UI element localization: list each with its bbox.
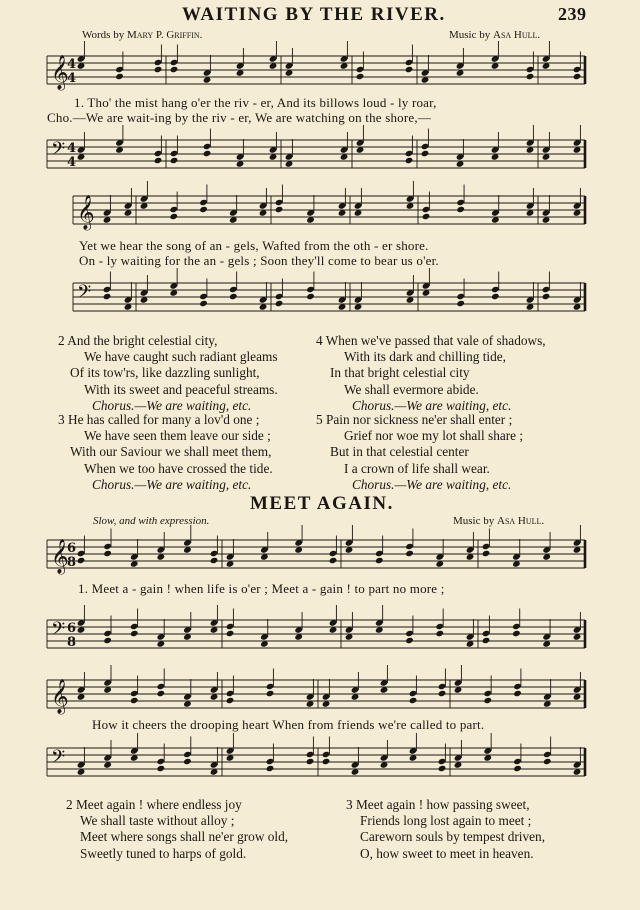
treble-clef-icon: 𝄞 (51, 539, 69, 574)
svg-text:4: 4 (67, 57, 77, 72)
chorus-cue: Chorus.—We are waiting, etc. (92, 476, 252, 492)
note-head (482, 637, 491, 644)
bass-clef-icon: 𝄢 (51, 619, 66, 644)
verse-line: Sweetly tuned to harps of gold. (80, 845, 247, 861)
note-head (169, 213, 178, 220)
note-head (542, 293, 551, 300)
music-credit-prefix: Music by (453, 515, 495, 527)
verse-line: 3 He has called for many a lov'd one ; (58, 412, 260, 427)
verse-line: 5 Pain nor sickness ne'er shall enter ; (316, 412, 513, 427)
page-number: 239 (558, 4, 587, 24)
note-head (199, 300, 208, 307)
note-head (421, 150, 430, 157)
note-head (438, 690, 447, 697)
tempo-marking: Slow, and with expression. (93, 515, 210, 527)
note-head (103, 550, 112, 557)
note-head (226, 630, 235, 637)
verse-line: Careworn souls by tempest driven, (360, 829, 546, 845)
note-head (183, 758, 192, 765)
verse-line: We have seen them leave our side ; (84, 428, 271, 444)
verse-line: 2 Meet again ! where endless joy (66, 797, 242, 812)
treble-clef-icon: 𝄞 (51, 55, 69, 90)
svg-text:6: 6 (67, 541, 77, 556)
note-head (482, 550, 491, 557)
note-head (438, 765, 447, 772)
note-head (322, 758, 331, 765)
lyric-line-1-verse: 1. Tho' the mist hang o'er the riv - er, And its billows loud - ly roar, (74, 95, 437, 110)
note-head (103, 293, 112, 300)
note-head (435, 630, 444, 637)
chorus-cue: Chorus.—We are waiting, etc. (352, 397, 512, 413)
note-head (130, 630, 139, 637)
song-title: WAITING BY THE RIVER. (182, 4, 446, 25)
verse-line: In that bright celestial city (330, 365, 470, 381)
verse-line: With its sweet and peaceful streams. (84, 381, 278, 397)
note-head (275, 206, 284, 213)
verse-line: Meet where songs shall ne'er grow old, (80, 829, 289, 845)
note-head (405, 637, 414, 644)
verse-line: We shall evermore abide. (344, 381, 479, 397)
bass-clef-icon: 𝄢 (51, 139, 66, 164)
svg-text:4: 4 (67, 155, 77, 170)
note-head (157, 765, 166, 772)
note-head (422, 213, 431, 220)
chorus-cue: Chorus.—We are waiting, etc. (352, 476, 512, 492)
svg-text:4: 4 (67, 141, 77, 156)
note-head (405, 66, 414, 73)
note-head (203, 150, 212, 157)
note-head (130, 697, 139, 704)
music-credit-prefix: Music by (449, 29, 491, 41)
verse-line: 2 And the bright celestial city, (58, 333, 218, 348)
note-head (329, 557, 338, 564)
note-head (513, 765, 522, 772)
note-head (275, 300, 284, 307)
verse-line: O, how sweet to meet in heaven. (360, 845, 534, 861)
note-head (526, 73, 535, 80)
svg-text:6: 6 (67, 621, 77, 636)
verse-4 (316, 333, 546, 414)
song-title-2: MEET AGAIN. (250, 493, 394, 514)
note-head (356, 73, 365, 80)
svg-text:8: 8 (67, 555, 77, 570)
note-head (154, 157, 163, 164)
note-head (306, 758, 315, 765)
verse-line: With our Saviour we shall meet them, (70, 444, 272, 460)
lyric-line-2-chorus: On - ly waiting for the an - gels ; Soon they'll come to bear us o'er. (79, 253, 439, 268)
svg-text:4: 4 (67, 71, 77, 86)
verse-line: Grief nor woe my lot shall share ; (344, 428, 524, 444)
verse-line: Friends long lost again to meet ; (360, 813, 532, 829)
treble-clef-icon: 𝄞 (51, 679, 69, 714)
note-head (170, 66, 179, 73)
note-head (306, 293, 315, 300)
lyric-line-2-verse: Yet we hear the song of an - gels, Wafted from the oth - er shore. (79, 238, 429, 253)
note-head (103, 637, 112, 644)
note-head (229, 293, 238, 300)
words-author: Mary P. Griffin. (126, 29, 203, 41)
note-head (409, 697, 418, 704)
verse-5 (316, 412, 523, 493)
note-head (456, 300, 465, 307)
note-head (405, 550, 414, 557)
verse-line: 4 When we've passed that vale of shadows, (316, 333, 546, 348)
verse-line: Of its tow'rs, like dazzling sunlight, (70, 365, 260, 381)
verse-line: With its dark and chilling tide, (344, 349, 506, 365)
svg-text:8: 8 (67, 635, 77, 650)
note-head (405, 157, 414, 164)
verse-line: But in that celestial center (330, 444, 469, 460)
note-head (543, 758, 552, 765)
note-head (266, 690, 275, 697)
note-head (456, 206, 465, 213)
lyric-line-meet-1: 1. Meet a - gain ! when life is o'er ; Meet a - gain ! to part no more ; (78, 581, 445, 596)
verse-line: When we too have crossed the tide. (84, 460, 273, 476)
note-head (512, 630, 521, 637)
note-head (77, 557, 86, 564)
verse-3 (58, 412, 273, 493)
note-head (170, 157, 179, 164)
note-head (491, 293, 500, 300)
verse-2 (58, 333, 278, 414)
chorus-cue: Chorus.—We are waiting, etc. (92, 397, 252, 413)
note-head (375, 557, 384, 564)
words-credit-prefix: Words by (82, 29, 125, 41)
note-head (483, 697, 492, 704)
music-credit-2 (453, 515, 544, 527)
treble-clef-icon: 𝄞 (77, 195, 95, 230)
bass-clef-icon: 𝄢 (51, 747, 66, 772)
music-author: Asa Hull. (493, 29, 541, 41)
note-head (154, 66, 163, 73)
note-head (157, 690, 166, 697)
bass-clef-icon: 𝄢 (77, 282, 92, 307)
note-head (226, 697, 235, 704)
note-head (513, 690, 522, 697)
lyric-line-1-chorus: Cho.—We are wait-ing by the riv - er, We are watching on the shore,— (47, 110, 432, 125)
note-head (115, 73, 124, 80)
note-head (573, 73, 582, 80)
lyric-line-meet-2: How it cheers the drooping heart When from friends we're called to part. (92, 717, 485, 732)
note-head (266, 765, 275, 772)
verse-line: 3 Meet again ! how passing sweet, (346, 797, 530, 812)
verse-line: I a crown of life shall wear. (344, 460, 490, 476)
note-head (199, 206, 208, 213)
verse-line: We shall taste without alloy ; (80, 813, 235, 829)
music-author: Asa Hull. (497, 515, 545, 527)
meet-verse-3 (346, 797, 545, 862)
meet-verse-2 (66, 797, 288, 862)
verse-line: We have caught such radiant gleams (84, 349, 278, 365)
note-head (210, 557, 219, 564)
